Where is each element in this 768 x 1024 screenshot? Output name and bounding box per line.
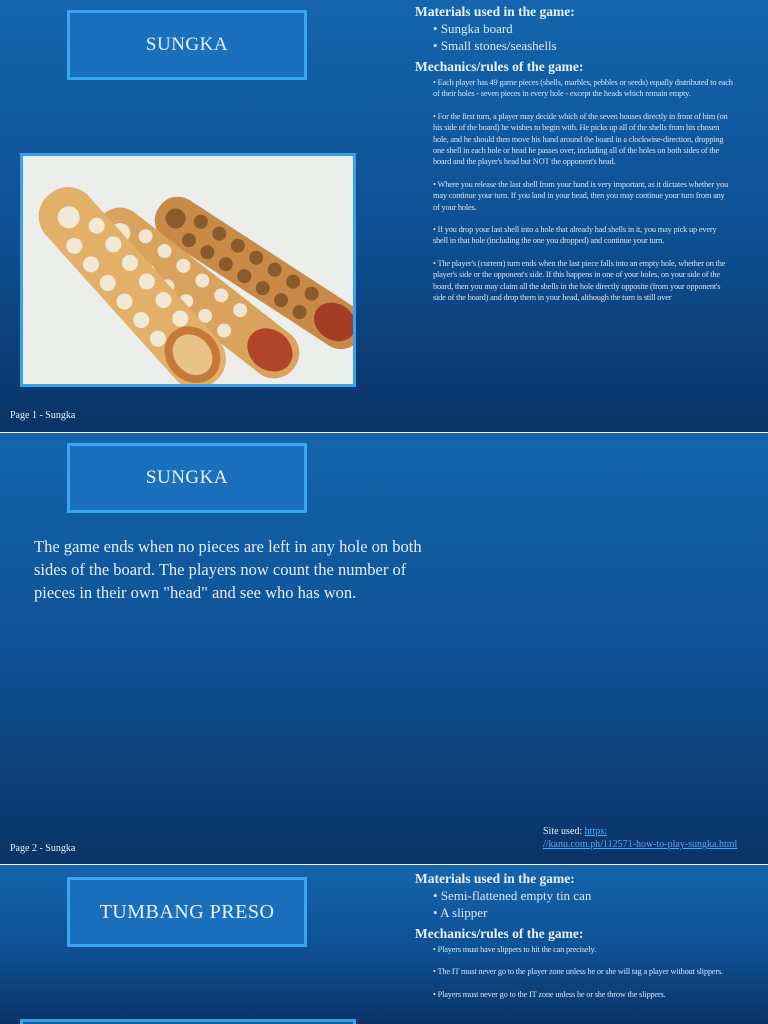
site-source [543,825,768,851]
mechanics-heading: Mechanics/rules of the game: [415,59,584,74]
slide-page-1 [0,0,768,432]
rule-item: • Players must never go to the IT zone unless he or she throw the slippers. [433,989,733,1000]
rule-item: • Each player has 49 game pieces (shells, marbles, pebbles or seeds) equally distributed to each of their holes - seven pieces in every hole - except the heads which remain empty. [433,77,733,100]
sungka-board-photo [20,153,356,387]
photo-frame-partial [20,1019,356,1024]
materials-item: • Semi-flattened empty tin can [433,887,733,904]
site-link-continued[interactable]: //kanu.com.ph/112571-how-to-play-sungka.html [543,839,738,850]
site-label: Site used: [543,826,585,837]
mechanics-heading: Mechanics/rules of the game: [415,926,584,941]
rule-item: • Players must have slippers to hit the can precisely. [433,944,733,955]
rule-item: • Where you release the last shell from your hand is very important, as it dictates whether you may continue your turn. If you land in your head, then you may continue your turn from any of your holes. [433,179,733,213]
rules-list [433,944,733,1000]
rule-item: • The player's (current) turn ends when the last piece falls into an empty hole, whether on the player's side or the opponent's side. If this happens in one of your holes, on your side of the board, then you may claim all the shells in the hole directly opposite (from your opponent's side of the board) and drop them in your head, although the turn is still over [433,258,733,304]
page-footer: Page 1 - Sungka [10,410,76,421]
site-link[interactable]: https: [584,826,607,837]
slide-page-2 [0,433,768,864]
slide3-content [415,871,733,1011]
materials-item: • A slipper [433,904,733,921]
slide-page-3 [0,865,768,1024]
rule-item: • The IT must never go to the player zone unless he or she will tag a player without slippers. [433,966,733,977]
materials-item: • Sungka board [433,20,733,37]
body-text: The game ends when no pieces are left in any hole on both sides of the board. The players now count the number of pieces in their own "head" and see who has won. [34,537,422,602]
materials-heading: Materials used in the game: [415,871,575,886]
slide-title: SUNGKA [67,10,307,80]
materials-heading: Materials used in the game: [415,4,575,19]
slide-title: TUMBANG PRESO [67,877,307,947]
materials-list [433,887,733,921]
rules-list [433,77,733,304]
slide-title: SUNGKA [67,443,307,513]
materials-list [433,20,733,54]
page-footer: Page 2 - Sungka [10,843,76,854]
rule-item: • For the first turn, a player may decide which of the seven houses directly in front of him (on his side of the board) he wishes to begin with. He picks up all of the shells from his chosen hole, and he should then move his hand around the board in a clockwise-direction, dropping one shell in each hole or head he passes over, including all of the holes on both sides of the board and the player's head but NOT the opponent's head. [433,111,733,168]
sungka-board-image [23,156,353,384]
slide1-content [415,4,733,315]
materials-item: • Small stones/seashells [433,37,733,54]
rule-item: • If you drop your last shell into a hole that already had shells in it, you may pick up every shell in that hole (including the one you dropped) and continue your turn. [433,224,733,247]
